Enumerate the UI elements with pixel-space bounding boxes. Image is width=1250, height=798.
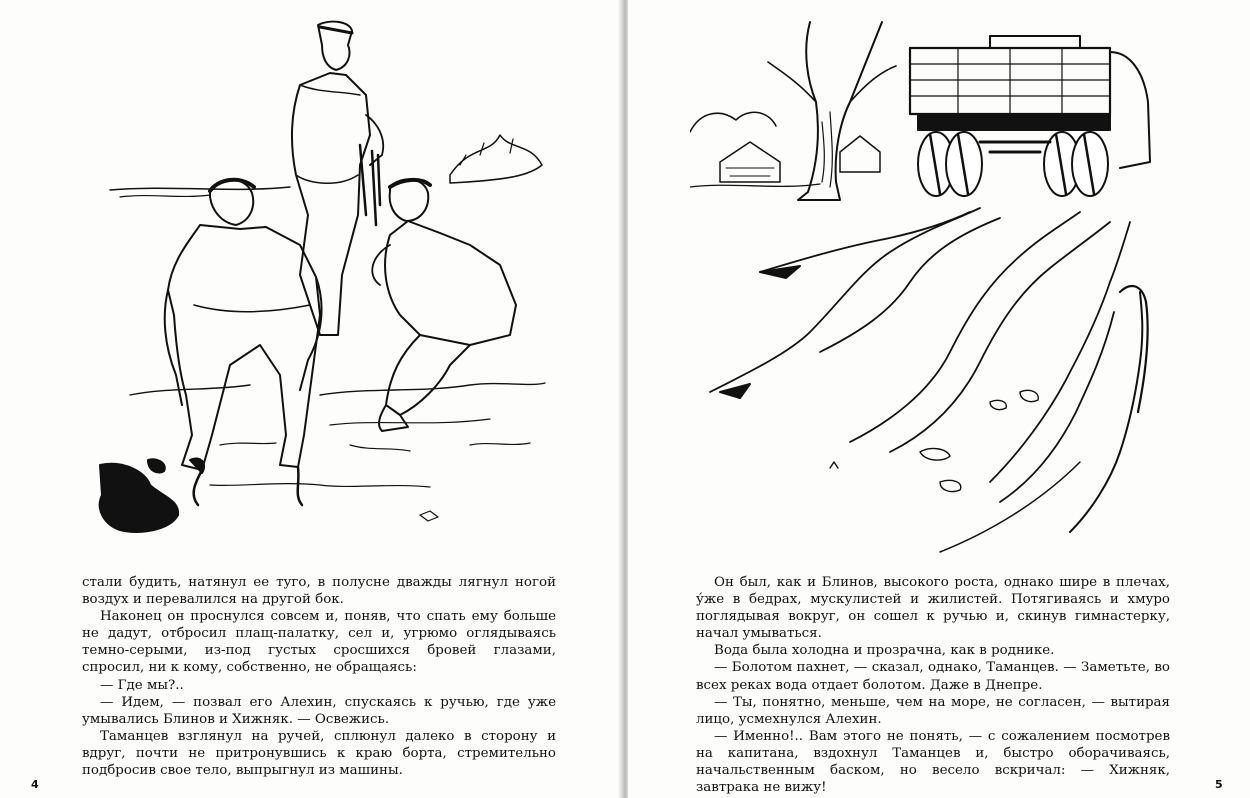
paragraph: стали будить, натянул ее туго, в полусне дважды лягнул ногой воздух и перевалился на другой бок. xyxy=(82,575,556,608)
paragraph: Он был, как и Блинов, высокого роста, однако шире в плечах, у́же в бедрах, мускулистей и жилистей. Потягиваясь и хмуро поглядывая вокруг, он сошел к ручью и, скинув гимнастерку, начал умываться. xyxy=(696,575,1170,642)
page-number: 5 xyxy=(1215,778,1223,791)
paragraph: — Именно!.. Вам этого не понять, — с сожалением посмотрев на капитана, вздохнул Таманцев и, быстро оборачиваясь, начальственным баском, но весело вскричал: — Хижняк, завтрака не вижу! xyxy=(696,728,1170,796)
paragraph: Наконец он проснулся совсем и, поняв, что спать ему больше не дадут, отбросил плащ-палатку, сел и, угрюмо оглядываясь темно-серыми, из-под густых сросшихся бровей глазами, спросил, ни к кому, собственно, не обращаясь: xyxy=(82,609,556,676)
right-page-body xyxy=(696,574,1170,796)
paragraph: — Идем, — позвал его Алехин, спускаясь к ручью, где уже умывались Блинов и Хижняк. — Освежись. xyxy=(82,694,556,727)
right-page xyxy=(628,0,1250,798)
paragraph: Вода была холодна и прозрачна, как в роднике. xyxy=(714,643,1055,659)
left-page-body xyxy=(82,574,556,779)
paragraph: — Где мы?.. xyxy=(100,677,184,693)
paragraph: — Ты, понятно, меньше, чем на море, не согласен, — вытирая лицо, усмехнулся Алехин. xyxy=(696,694,1170,727)
paragraph: Таманцев взглянул на ручей, сплюнул далеко в сторону и вдруг, почти не притронувшись к краю борта, стремительно подбросив свое тело, выпрыгнул из машины. xyxy=(82,728,556,779)
page-number: 4 xyxy=(31,778,39,791)
left-page xyxy=(0,0,622,798)
illustration-truck-on-road xyxy=(690,12,1170,560)
paragraph: — Болотом пахнет, — сказал, однако, Таманцев. — Заметьте, во всех реках вода отдает болотом. Даже в Днепре. xyxy=(696,660,1170,693)
illustration-soldiers-at-stream xyxy=(90,15,550,545)
